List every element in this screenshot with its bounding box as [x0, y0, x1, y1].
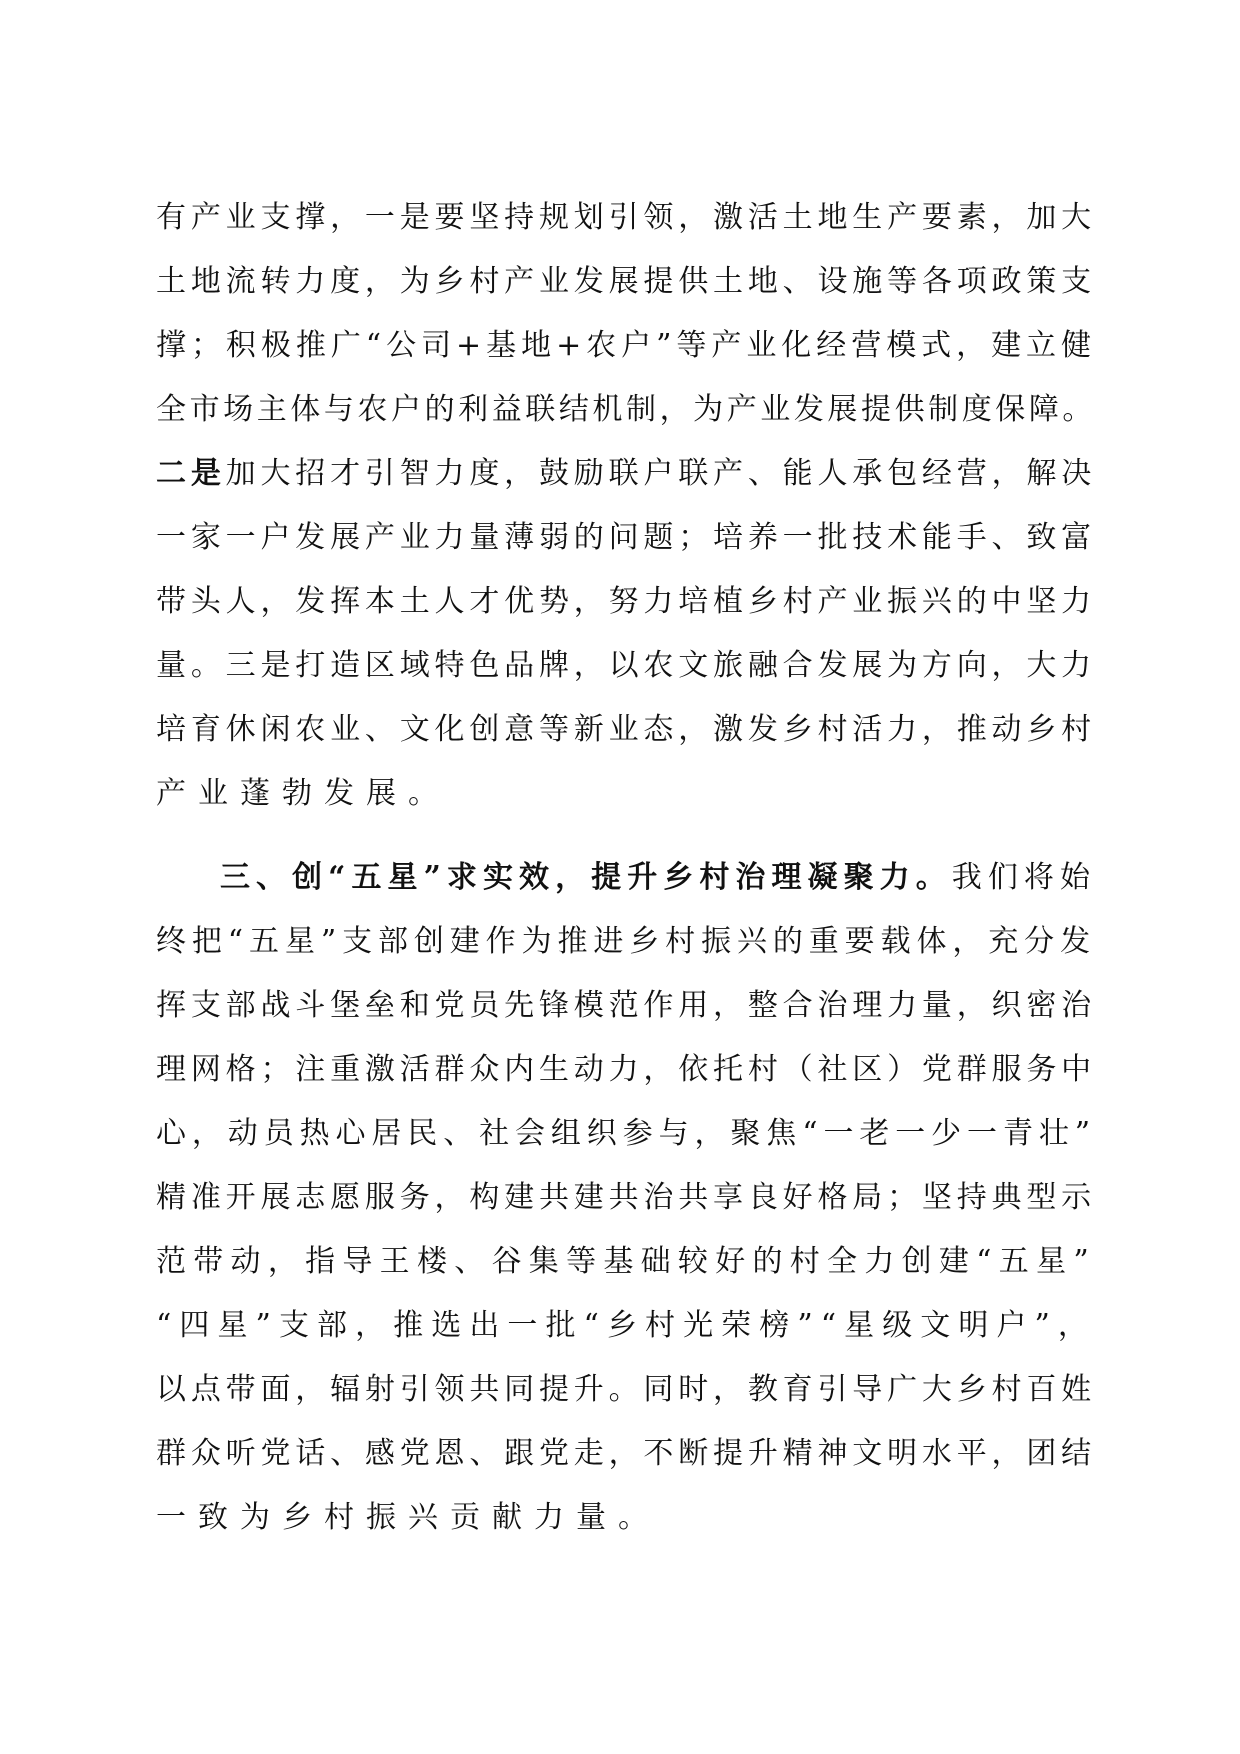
- heading-line: [220, 846, 1096, 910]
- line-text: 全市场主体与农户的利益联结机制，为产业发展提供制度保障。: [156, 392, 1096, 427]
- section-three-heading: 三、创“五星”求实效，提升乡村治理凝聚力。: [220, 860, 952, 895]
- line-text: 我们将始: [951, 860, 1097, 895]
- line-text: 产业蓬勃发展。: [156, 776, 450, 811]
- text-line: [156, 506, 1096, 570]
- line-text: 终把“五星”支部创建作为推进乡村振兴的重要载体，充分发: [156, 924, 1096, 959]
- text-line: [156, 314, 1096, 378]
- text-line: [156, 1102, 1096, 1166]
- text-line: [156, 1294, 1096, 1358]
- line-text: 精准开展志愿服务，构建共建共治共享良好格局；坚持典型示: [156, 1180, 1096, 1215]
- text-line: [156, 762, 1096, 826]
- text-line: [156, 570, 1096, 634]
- text-line: [156, 1038, 1096, 1102]
- text-line: [156, 378, 1096, 442]
- text-line: [156, 1422, 1096, 1486]
- point-two-label: 二是: [156, 456, 226, 491]
- line-text: 理网格；注重激活群众内生动力，依托村（社区）党群服务中: [156, 1052, 1096, 1087]
- text-line: [156, 250, 1096, 314]
- line-text: 培育休闲农业、文化创意等新业态，激发乡村活力，推动乡村: [156, 712, 1096, 747]
- text-line: [156, 698, 1096, 762]
- text-line: [156, 634, 1096, 698]
- line-text: 撑；积极推广“公司+基地+农户”等产业化经营模式，建立健: [156, 328, 1096, 363]
- line-text: 范带动，指导王楼、谷集等基础较好的村全力创建“五星”: [156, 1244, 1096, 1279]
- section-three-heading-line: [156, 846, 1096, 910]
- point-two-line: [156, 442, 1096, 506]
- line-text: 加大招才引智力度，鼓励联户联产、能人承包经营，解决: [225, 456, 1097, 491]
- line-text: 心，动员热心居民、社会组织参与，聚焦“一老一少一青壮”: [156, 1116, 1096, 1151]
- line-text: 一家一户发展产业力量薄弱的问题；培养一批技术能手、致富: [156, 520, 1096, 555]
- text-line: [156, 1358, 1096, 1422]
- text-line: [156, 910, 1096, 974]
- line-text: 挥支部战斗堡垒和党员先锋模范作用，整合治理力量，织密治: [156, 988, 1096, 1023]
- body-text: [156, 186, 1096, 1550]
- text-line: [156, 1486, 1096, 1550]
- text-line: [156, 1230, 1096, 1294]
- line-text: 带头人，发挥本土人才优势，努力培植乡村产业振兴的中坚力: [156, 584, 1096, 619]
- text-line: [156, 1166, 1096, 1230]
- text-line: [156, 186, 1096, 250]
- line-text: 量。三是打造区域特色品牌，以农文旅融合发展为方向，大力: [156, 648, 1096, 683]
- text-line: [156, 442, 1096, 506]
- line-text: 以点带面，辐射引领共同提升。同时，教育引导广大乡村百姓: [156, 1372, 1096, 1407]
- line-text: “四星”支部，推选出一批“乡村光荣榜”“星级文明户”，: [156, 1308, 1096, 1343]
- line-text: 群众听党话、感党恩、跟党走，不断提升精神文明水平，团结: [156, 1436, 1096, 1471]
- line-text: 有产业支撑，一是要坚持规划引领，激活土地生产要素，加大: [156, 200, 1096, 235]
- text-line: [156, 974, 1096, 1038]
- line-text: 一致为乡村振兴贡献力量。: [156, 1500, 660, 1535]
- line-text: 土地流转力度，为乡村产业发展提供土地、设施等各项政策支: [156, 264, 1096, 299]
